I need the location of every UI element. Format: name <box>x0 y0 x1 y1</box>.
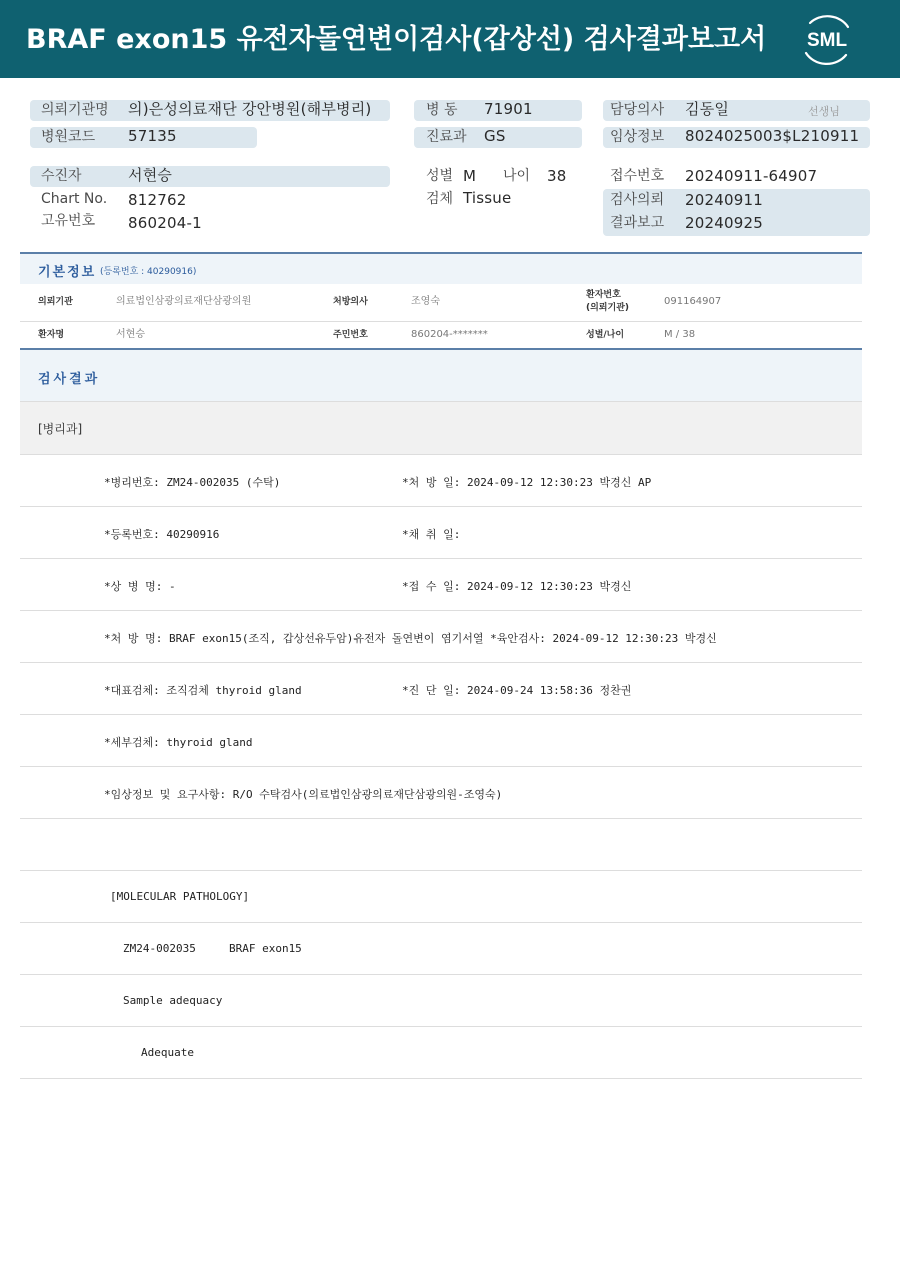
report-label: 결과보고 <box>610 215 665 231</box>
basic-label: 환자번호 <box>586 290 621 300</box>
patient-pill <box>30 166 390 187</box>
basic-value: 서현승 <box>116 329 145 340</box>
sml-logo <box>798 13 856 65</box>
department-row <box>20 402 862 455</box>
specimen-value: Tissue <box>463 189 512 207</box>
receipt-value: 20240911-64907 <box>685 167 818 185</box>
unique-value: 860204-1 <box>128 214 202 232</box>
age-label: 나이 <box>503 168 531 184</box>
molecular-text: ZM24-002035 BRAF exon15 <box>123 942 302 955</box>
result-line <box>20 455 862 507</box>
basic-row <box>20 284 862 322</box>
basic-label: 성별/나이 <box>586 330 625 340</box>
doctor-value: 김동일 <box>685 100 730 118</box>
ward-value: 71901 <box>484 100 533 118</box>
result-line <box>20 507 862 559</box>
unique-label: 고유번호 <box>41 213 96 229</box>
basic-info-header <box>20 252 862 284</box>
clinical-value: 8024025003$L210911 <box>685 127 860 145</box>
dept-value: GS <box>484 127 506 145</box>
result-right: *채 취 일: <box>402 528 461 541</box>
logo-text: SML <box>806 30 848 51</box>
result-left: *상 병 명: - <box>104 580 176 593</box>
basic-label: 처방의사 <box>333 297 368 307</box>
dept-label: 진료과 <box>426 129 467 145</box>
request-label: 검사의뢰 <box>610 192 665 208</box>
basic-row <box>20 322 862 349</box>
patient-value: 서현승 <box>128 166 173 184</box>
basic-value: 860204-******* <box>411 329 488 340</box>
basic-value: 091164907 <box>664 296 722 307</box>
molecular-line <box>20 1027 862 1079</box>
result-left: *처 방 명: BRAF exon15(조직, 갑상선유두암)유전자 돌연변이 염기서열 *육안검사: 2024-09-12 12:30:23 박경신 <box>104 632 717 645</box>
doctor-label: 담당의사 <box>610 102 665 118</box>
basic-label: 의뢰기관 <box>38 297 73 307</box>
hospital-code-label: 병원코드 <box>41 129 96 145</box>
molecular-text: [MOLECULAR PATHOLOGY] <box>110 890 250 903</box>
receipt-label: 접수번호 <box>610 168 665 184</box>
report-value: 20240925 <box>685 214 763 232</box>
basic-value: 의료법인삼광의료재단삼광의원 <box>116 296 252 307</box>
chart-value: 812762 <box>128 191 187 209</box>
institution-label: 의뢰기관명 <box>41 102 109 118</box>
age-value: 38 <box>547 167 567 185</box>
basic-label-sub: (의뢰기관) <box>586 303 630 313</box>
results-header <box>20 348 862 402</box>
basic-value: M / 38 <box>664 329 696 340</box>
molecular-text: Adequate <box>141 1046 194 1059</box>
result-line <box>20 611 862 663</box>
result-line <box>20 559 862 611</box>
sex-label: 성별 <box>426 168 454 184</box>
result-left: *등록번호: 40290916 <box>104 528 220 541</box>
result-left: *병리번호: ZM24-002035 (수탁) <box>104 476 281 489</box>
result-right: *처 방 일: 2024-09-12 12:30:23 박경신 AP <box>402 476 652 489</box>
basic-value: 조영숙 <box>411 296 440 307</box>
results-title: 검사결과 <box>38 372 101 387</box>
clinical-label: 임상정보 <box>610 129 665 145</box>
doctor-suffix: 선생님 <box>808 105 840 118</box>
basic-label: 환자명 <box>38 330 65 340</box>
specimen-label: 검체 <box>426 191 454 207</box>
basic-label: 주민번호 <box>333 330 368 340</box>
molecular-line <box>20 871 862 923</box>
report-header <box>0 0 900 78</box>
basic-info-reg-note: (등록번호 : 40290916) <box>100 267 197 277</box>
hospital-code-value: 57135 <box>128 127 177 145</box>
result-line-empty <box>20 819 862 871</box>
molecular-line <box>20 923 862 975</box>
patient-label: 수진자 <box>41 168 82 184</box>
institution-value: 의)은성의료재단 강안병원(해부병리) <box>128 100 372 118</box>
basic-info-title: 기본정보 <box>38 265 97 280</box>
result-line <box>20 715 862 767</box>
ward-label: 병 동 <box>426 102 458 118</box>
sex-value: M <box>463 167 477 185</box>
chart-label: Chart No. <box>41 191 108 207</box>
request-value: 20240911 <box>685 191 763 209</box>
result-line <box>20 663 862 715</box>
result-right: *진 단 일: 2024-09-24 13:58:36 정찬권 <box>402 684 632 697</box>
result-line <box>20 767 862 819</box>
molecular-text: Sample adequacy <box>123 994 223 1007</box>
report-title: BRAF exon15 유전자돌연변이검사(갑상선) 검사결과보고서 <box>26 24 767 55</box>
result-left: *세부검체: thyroid gland <box>104 736 253 749</box>
result-left: *임상정보 및 요구사항: R/O 수탁검사(의료법인삼광의료재단삼광의원-조영숙) <box>104 788 503 801</box>
department-label: [병리과] <box>38 422 83 436</box>
molecular-line <box>20 975 862 1027</box>
result-left: *대표검체: 조직검체 thyroid gland <box>104 684 302 697</box>
result-right: *접 수 일: 2024-09-12 12:30:23 박경신 <box>402 580 632 593</box>
